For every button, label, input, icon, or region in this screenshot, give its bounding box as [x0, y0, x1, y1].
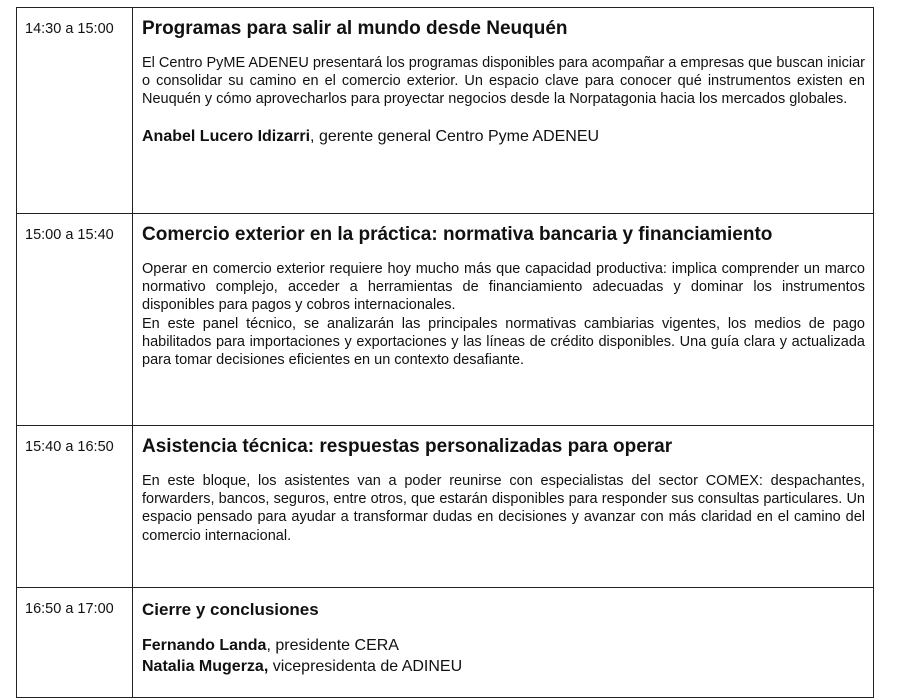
session-title: Asistencia técnica: respuestas personalizadas para operar [142, 436, 673, 457]
session-title: Cierre y conclusiones [142, 600, 319, 619]
agenda-table [16, 7, 874, 698]
agenda-row [17, 8, 874, 214]
agenda-row [17, 426, 874, 588]
session-content [133, 8, 874, 214]
session-description: Operar en comercio exterior requiere hoy mucho más que capacidad productiva: implica comprender un marco normativo complejo, acceder a herramientas de financiamiento adecuadas y dominar los instrumentos disponibles para pagos y cobros internacionales. [142, 261, 865, 314]
speaker [142, 126, 865, 147]
session-description: En este bloque, los asistentes van a poder reunirse con especialistas del sector COMEX: despachantes, forwarders, bancos, seguros, entre otros, que estarán disponibles para responder sus consultas particulares. Un espacio pensado para ayudar a transformar dudas en decisiones y avanzar con más claridad en el camino del comercio internacional. [142, 473, 865, 544]
speaker-role: vicepresidenta de ADINEU [268, 658, 463, 675]
time-slot: 14:30 a 15:00 [17, 8, 133, 214]
session-content [133, 588, 874, 698]
session-content [133, 426, 874, 588]
speaker [142, 635, 865, 656]
speaker-role: , presidente CERA [266, 637, 399, 654]
speaker-role: , gerente general Centro Pyme ADENEU [310, 127, 600, 145]
speaker-name: Fernando Landa [142, 637, 267, 654]
agenda-row [17, 588, 874, 698]
time-slot: 16:50 a 17:00 [17, 588, 133, 698]
session-title: Comercio exterior en la práctica: normativa bancaria y financiamiento [142, 224, 773, 245]
speaker-name: Anabel Lucero Idizarri [142, 127, 311, 145]
session-description: En este panel técnico, se analizarán las principales normativas cambiarias vigentes, los medios de pago habilitados para importaciones y exportaciones y las líneas de crédito disponibles. Una guía clara y actualizada para tomar decisiones eficientes en un contexto desafiante. [142, 315, 865, 369]
session-content [133, 214, 874, 426]
time-slot: 15:40 a 16:50 [17, 426, 133, 588]
session-description: El Centro PyME ADENEU presentará los programas disponibles para acompañar a empresas que buscan iniciar o consolidar su camino en el comercio exterior. Un espacio clave para conocer qué instrumentos existen en Neuquén y cómo aprovecharlos para proyectar negocios desde la Norpatagonia hacia los mercados globales. [142, 55, 865, 108]
speaker [142, 656, 865, 677]
agenda-row [17, 214, 874, 426]
session-title: Programas para salir al mundo desde Neuquén [142, 18, 568, 39]
time-slot: 15:00 a 15:40 [17, 214, 133, 426]
speaker-name: Natalia Mugerza, [142, 658, 269, 675]
